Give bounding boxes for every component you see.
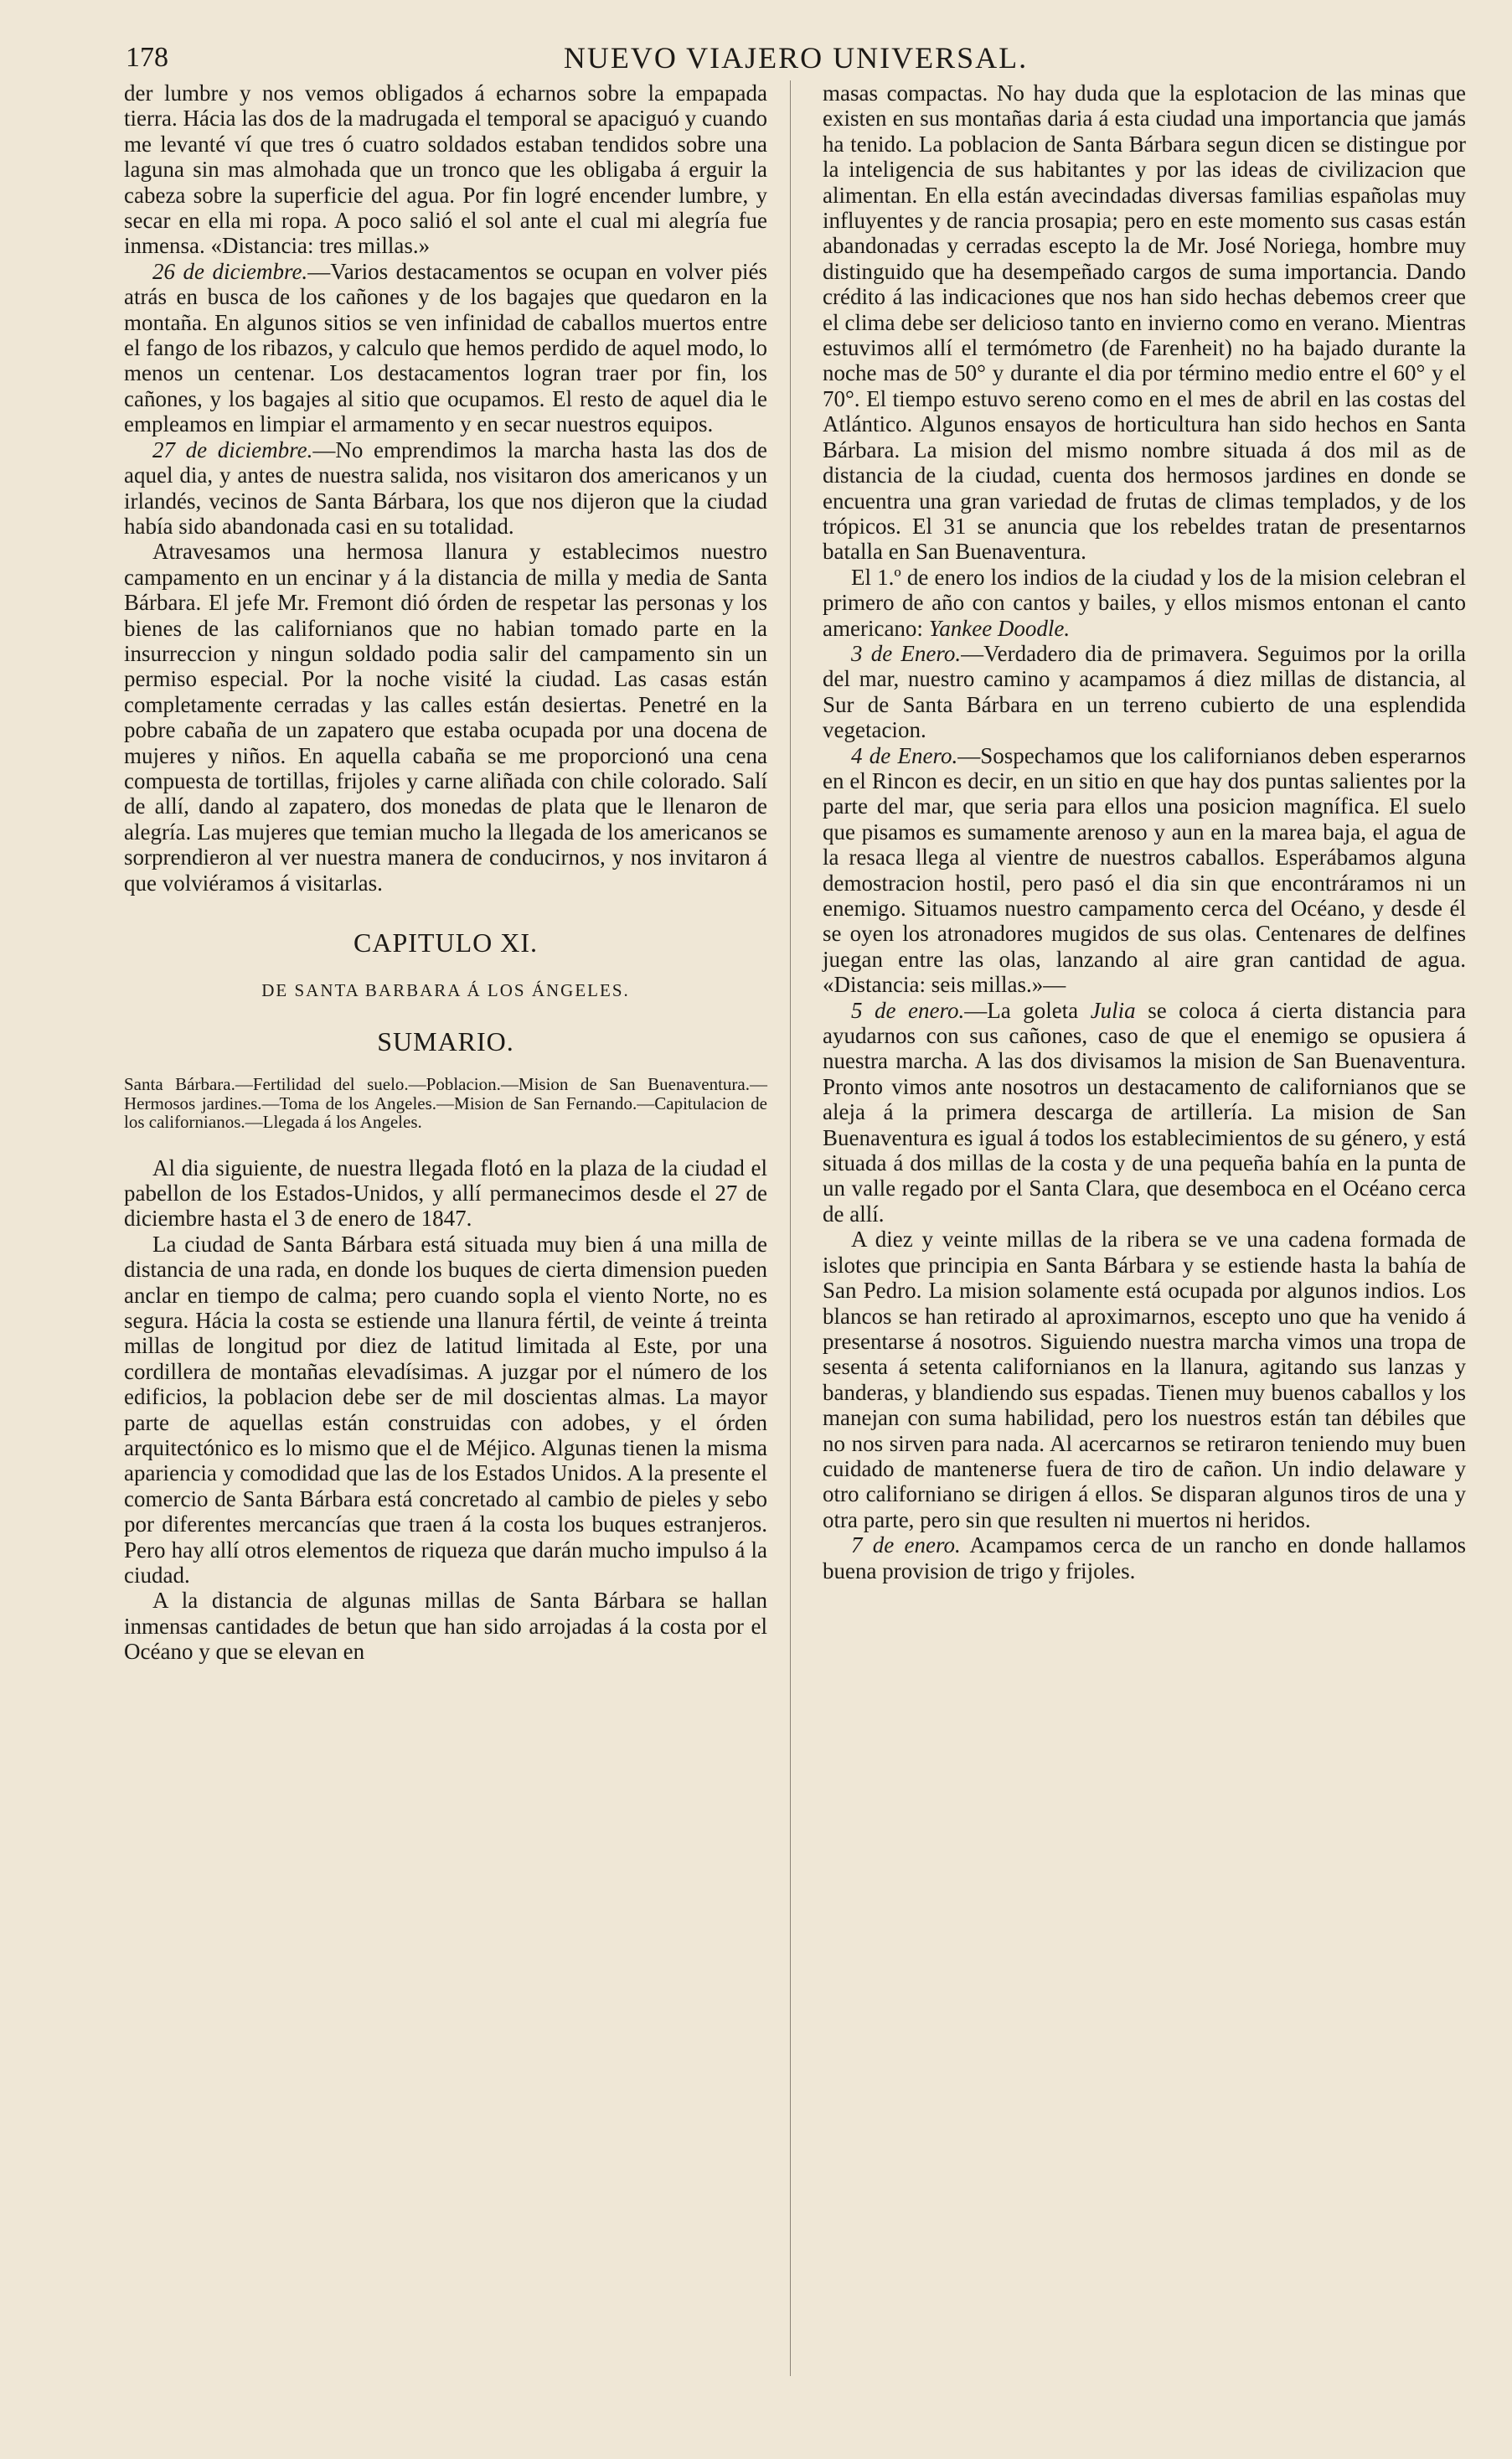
- entry-date: 27 de diciembre.: [152, 437, 313, 462]
- diary-entry: [124, 259, 767, 437]
- paragraph: Al dia siguiente, de nuestra llegada flotó en la plaza de la ciudad el pabellon de los Estados-Unidos, y allí permanecimos desde el 27 de diciembre hasta el 3 de enero de 1847.: [124, 1155, 767, 1232]
- left-column: [124, 80, 767, 1665]
- entry-date: 7 de enero.: [851, 1532, 961, 1558]
- paragraph: masas compactas. No hay duda que la esplotacion de las minas que existen en sus montañas daria á esta ciudad una importancia que jamás ha tenido. La poblacion de Santa Bárbara segun dicen se distingue por la inteligencia de sus habitantes y por las ideas de civilizacion que alimentan. En ella están avecindadas diversas familias españolas muy influyentes y de rancia prosapia; pero en este momento sus casas están abandonadas y cerradas escepto la de Mr. José Noriega, hombre muy distinguido que ha desempeñado cargos de suma importancia. Dando crédito á las indicaciones que nos han sido hechas debemos creer que el clima debe ser delicioso tanto en invierno como en verano. Mientras estuvimos allí el termómetro (de Farenheit) no ha bajado durante la noche mas de 50° y durante el dia por término medio entre el 60° y el 70°. El tiempo estuvo sereno como en el mes de abril en las costas del Atlántico. Algunos ensayos de horticultura han sido hechos en Santa Bárbara. La mision del mismo nombre situada á dos mil as de distancia de la ciudad, cuenta dos hermosos jardines en donde se encuentra una gran variedad de frutas de climas templados, y de los trópicos. El 31 se anuncia que los rebeldes tratan de presentarnos batalla en San Buenaventura.: [823, 80, 1466, 565]
- entry-date: 4 de Enero.: [851, 742, 958, 768]
- paragraph: A diez y veinte millas de la ribera se ve una cadena formada de islotes que principia en Santa Bárbara y se estiende hasta la bahía de San Pedro. La mision solamente está ocupada por algunos indios. Los blancos se han retirado al aproximarnos, escepto uno que ha venido á presentarse á nosotros. Siguiendo nuestra marcha vimos una tropa de sesenta á setenta californianos en la llanura, agitando sus lanzas y banderas, y blandiendo sus espadas. Tienen muy buenos caballos y los manejan con suma habilidad, pero los nuestros están tan débiles que no nos sirven para nada. Al acercarnos se retiraron teniendo muy buen cuidado de mantenerse fuera de tiro de cañon. Un indio delaware y otro californiano se dirigen á ellos. Se disparan algunos tiros de una y otra parte, pero sin que resulten ni muertos ni heridos.: [823, 1227, 1466, 1532]
- diary-entry: [823, 998, 1466, 1227]
- entry-text: —No emprendimos la marcha hasta las dos de aquel dia, y antes de nuestra salida, nos visitaron dos americanos y un irlandés, vecinos de Santa Bárbara, los que nos dijeron que la ciudad había sido abandonada casi en su totalidad.: [124, 437, 767, 539]
- paragraph: der lumbre y nos vemos obligados á echarnos sobre la empapada tierra. Hácia las dos de la madrugada el temporal se apaciguó y cuando me levanté ví que tres ó cuatro soldados estaban tendidos sobre una laguna sin mas almohada que un tronco que les obligaba á erguir la cabeza sobre la superficie del agua. Por fin logré encender lumbre, y secar en ella mi ropa. A poco salió el sol ante el cual mi alegría fue inmensa. «Distancia: tres millas.»: [124, 80, 767, 259]
- paragraph-text: El 1.º de enero los indios de la ciudad y los de la mision celebran el primero de año con cantos y bailes, y ellos mismos entonan el canto americano:: [823, 564, 1466, 641]
- diary-entry: [823, 1532, 1466, 1583]
- paragraph: A la distancia de algunas millas de Santa Bárbara se hallan inmensas cantidades de betun que han sido arrojadas á la costa por el Océano y que se elevan en: [124, 1588, 767, 1665]
- entry-text: se coloca á cierta distancia para ayudarnos con sus cañones, caso de que el enemigo se opusiera á nuestra marcha. A las dos divisamos la mision de San Buenaventura. Pronto vimos ante nosotros un destacamento de californianos que se aleja á la primera descarga de artillería. La mision de San Buenaventura es igual á todos los establecimientos de su género, y está situada á dos millas de la costa y de una pequeña bahía en la punta de un valle regado por el Santa Clara, que desemboca en el Océano cerca de allí.: [823, 997, 1467, 1227]
- ship-name: Julia: [1090, 997, 1136, 1023]
- entry-date: 5 de enero.: [851, 997, 965, 1023]
- song-title: Yankee Doodle.: [928, 615, 1071, 641]
- entry-text: Acampamos cerca de un rancho en donde hallamos buena provision de trigo y frijoles.: [823, 1532, 1466, 1583]
- entry-text: —Verdadero dia de primavera. Seguimos por la orilla del mar, nuestro camino y acampamos á diez millas de distancia, al Sur de Santa Bárbara en un terreno cubierto de una esplendida vegetacion.: [823, 640, 1467, 743]
- paragraph: [823, 565, 1466, 641]
- entry-text: —La goleta: [964, 997, 1091, 1023]
- paragraph: Atravesamos una hermosa llanura y establecimos nuestro campamento en un encinar y á la distancia de milla y media de Santa Bárbara. El jefe Mr. Fremont dió órden de respetar las personas y los bienes de las californianos que no habian tomado parte en la insurreccion y ningun soldado podia salir del campamento sin un permiso especial. Por la noche visité la ciudad. Las casas están completamente cerradas y las calles están desiertas. Penetré en la pobre cabaña de un zapatero que estaba ocupada por una docena de mujeres y niños. En aquella cabaña se me proporcionó una cena compuesta de tortillas, frijoles y carne aliñada con chile colorado. Salí de allí, dando al zapatero, dos monedas de plata que le llenaron de alegría. Las mujeres que temian mucho la llegada de los americanos se sorprendieron al ver nuestra manera de conducirnos, y nos invitaron á que volviéramos á visitarlas.: [124, 539, 767, 896]
- entry-text: —Varios destacamentos se ocupan en volver piés atrás en busca de los cañones y de los bagajes que quedaron en la montaña. En algunos sitios se ven infinidad de caballos muertos entre el fango de los ribazos, y calculo que hemos perdido de aquel modo, lo menos un centenar. Los destacamentos logran traer por fin, los cañones, y los bagajes al sitio que ocupamos. El resto de aquel dia le empleamos en limpiar el armamento y en secar nuestros equipos.: [124, 258, 767, 437]
- diary-entry: [124, 437, 767, 540]
- right-column: [823, 80, 1466, 1583]
- running-title: NUEVO VIAJERO UNIVERSAL.: [563, 41, 1029, 75]
- entry-date: 3 de Enero.: [851, 640, 962, 666]
- entry-date: 26 de diciembre.: [152, 258, 308, 284]
- entry-text: —Sospechamos que los californianos deben esperarnos en el Rincon es decir, en un sitio en que hay dos puntas salientes por la parte del mar, que seria para ellos una posicion magnífica. El suelo que pisamos es sumamente arenoso y aun en la marea baja, el agua de la resaca llega al vientre de nuestros caballos. Esperábamos alguna demostracion hostil, pero pasó el dia sin que encontráramos ni un enemigo. Situamos nuestro campamento cerca del Océano, y desde él se oyen los atronadores mugidos de sus olas. Centenares de delfines juegan entre las olas, lanzando al aire gran cantidad de agua. «Distancia: seis millas.»—: [823, 742, 1467, 998]
- summary-text: Santa Bárbara.—Fertilidad del suelo.—Poblacion.—Mision de San Buenaventura.—Hermosos jardines.—Toma de los Angeles.—Mision de San Fernando.—Capitulacion de los californianos.—Llegada á los Angeles.: [124, 1074, 767, 1132]
- diary-entry: [823, 743, 1466, 998]
- column-divider: [790, 80, 791, 2376]
- paragraph: La ciudad de Santa Bárbara está situada muy bien á una milla de distancia de una rada, en donde los buques de cierta dimension pueden anclar en tiempo de calma; pero cuando sopla el viento Norte, no es segura. Hácia la costa se estiende una llanura fértil, de veinte á treinta millas de longitud por diez de latitud limitada al Este, por una cordillera de montañas elevadísimas. A juzgar por el número de los edificios, la poblacion debe ser de mil doscientas almas. La mayor parte de aquellas están construidas con adobes, y el órden arquitectónico es lo mismo que el de Méjico. Algunas tienen la misma apariencia y comodidad que las de los Estados Unidos. A la presente el comercio de Santa Bárbara está concretado al cambio de pieles y sebo por diferentes mercancías que traen á la costa los buques estranjeros. Pero hay allí otros elementos de riqueza que darán mucho impulso á la ciudad.: [124, 1231, 767, 1588]
- page-number: 178: [126, 42, 168, 73]
- diary-entry: [823, 641, 1466, 743]
- chapter-title: CAPITULO XI.: [353, 927, 538, 958]
- page-header: [126, 37, 1466, 79]
- chapter-subtitle: DE SANTA BARBARA Á LOS ÁNGELES.: [261, 980, 630, 1000]
- summary-heading: SUMARIO.: [377, 1026, 514, 1056]
